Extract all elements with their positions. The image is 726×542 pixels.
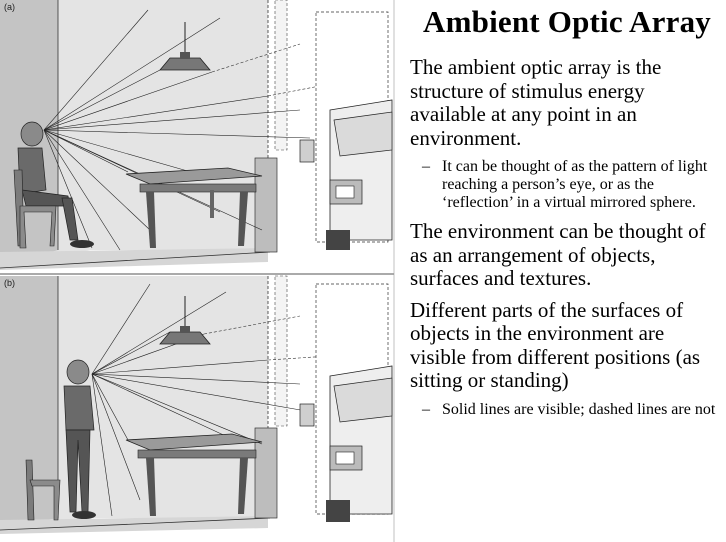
bullet-list [410,56,724,427]
panel-a [0,0,392,272]
sub-bullet-text: It can be thought of as the pattern of light reaching a person’s eye, or as the ‘reflection’ in a virtual mirrored sphere. [442,158,708,211]
sub-bullet-text: Solid lines are visible; dashed lines are not [442,400,716,418]
panel-b [0,276,392,540]
panel-b-label: (b) [4,278,15,288]
sub-bullet-pattern-of-light [410,158,724,212]
bullet-environment-arrangement: The environment can be thought of as an arrangement of objects, surfaces and textures. [410,219,706,290]
dash-marker: – [422,158,430,175]
sub-bullet-solid-dashed [410,401,724,419]
bullet-different-parts: Different parts of the surfaces of objects in the environment are visible from different positions (as sitting or standing) [410,297,701,392]
bullet-ambient-optic-array: The ambient optic array is the structure of stimulus energy available at any point in an environment. [410,55,662,150]
panel-a-label: (a) [4,2,15,12]
dash-marker: – [422,400,430,418]
slide-title: Ambient Optic Array [423,4,711,39]
